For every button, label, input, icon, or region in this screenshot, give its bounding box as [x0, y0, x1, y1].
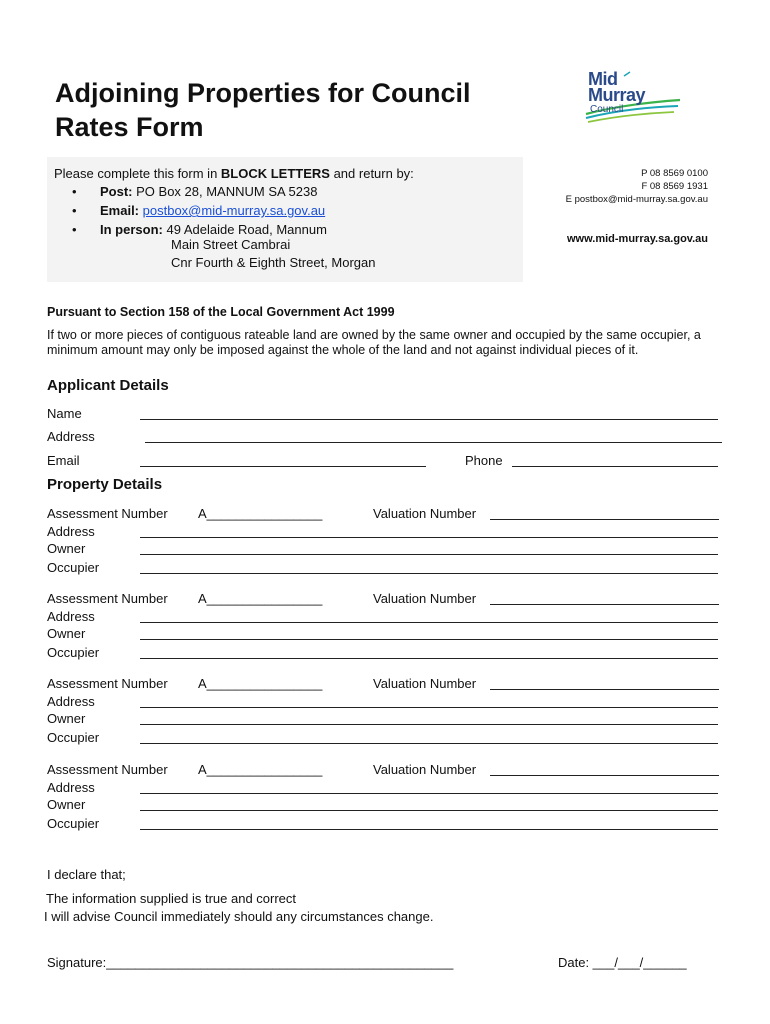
assessment-number-label-1: Assessment Number	[47, 506, 168, 521]
inperson-addresses	[171, 236, 375, 272]
assessment-number-field-1[interactable]: A________________	[198, 506, 323, 521]
property-address-field-2[interactable]	[140, 609, 718, 623]
phone-field[interactable]	[512, 453, 718, 467]
property-address-label-3: Address	[47, 694, 95, 709]
valuation-number-field-3[interactable]	[490, 676, 719, 690]
occupier-field-4[interactable]	[140, 816, 718, 830]
occupier-field-2[interactable]	[140, 645, 718, 659]
email-field[interactable]	[140, 453, 426, 467]
legal-heading: Pursuant to Section 158 of the Local Government Act 1999	[47, 305, 395, 319]
email-link[interactable]: postbox@mid-murray.sa.gov.au	[142, 203, 326, 218]
email-label: Email:	[100, 203, 140, 218]
property-address-field-3[interactable]	[140, 694, 718, 708]
address-field[interactable]	[145, 429, 722, 443]
owner-field-1[interactable]	[140, 541, 718, 555]
contact-email: E postbox@mid-murray.sa.gov.au	[565, 194, 708, 205]
inperson-value: 49 Adelaide Road, Mannum	[166, 222, 327, 237]
declaration-intro: I declare that;	[47, 867, 126, 882]
property-address-field-4[interactable]	[140, 780, 718, 794]
owner-label-1: Owner	[47, 541, 86, 556]
property-address-label-1: Address	[47, 524, 95, 539]
inperson-address-morgan: Cnr Fourth & Eighth Street, Morgan	[171, 255, 376, 270]
valuation-number-field-1[interactable]	[490, 506, 719, 520]
instructions-intro	[54, 165, 414, 183]
email-field-label: Email	[47, 453, 80, 468]
owner-label-4: Owner	[47, 797, 86, 812]
post-value: PO Box 28, MANNUM SA 5238	[136, 184, 318, 199]
logo-text-murray: Murray	[588, 85, 646, 105]
inperson-label: In person:	[100, 222, 163, 237]
contact-phone: P 08 8569 0100	[641, 168, 708, 179]
name-field[interactable]	[140, 406, 718, 420]
form-title-line2: Rates Form	[55, 112, 204, 142]
property-address-label-4: Address	[47, 780, 95, 795]
valuation-number-label-2: Valuation Number	[373, 591, 477, 606]
applicant-heading: Applicant Details	[47, 377, 169, 394]
contact-details	[566, 167, 708, 206]
occupier-label-3: Occupier	[47, 730, 100, 745]
valuation-number-label-1: Valuation Number	[373, 506, 477, 521]
logo-text-council: Council	[590, 104, 624, 115]
declaration-item-1: The information supplied is true and correct	[46, 891, 297, 906]
occupier-field-3[interactable]	[140, 730, 718, 744]
form-title-line1: Adjoining Properties for Council	[55, 78, 471, 108]
phone-label: Phone	[465, 453, 503, 468]
assessment-number-label-2: Assessment Number	[47, 591, 168, 606]
valuation-number-field-4[interactable]	[490, 762, 719, 776]
valuation-number-field-2[interactable]	[490, 591, 719, 605]
inperson-address-cambrai: Main Street Cambrai	[171, 237, 291, 252]
occupier-label-4: Occupier	[47, 816, 100, 831]
occupier-label-2: Occupier	[47, 645, 100, 660]
valuation-number-label-4: Valuation Number	[373, 762, 477, 777]
owner-field-4[interactable]	[140, 797, 718, 811]
assessment-number-label-4: Assessment Number	[47, 762, 168, 777]
website-link[interactable]: www.mid-murray.sa.gov.au	[567, 233, 708, 245]
owner-label-2: Owner	[47, 626, 86, 641]
name-label: Name	[47, 406, 82, 421]
council-logo	[584, 70, 684, 128]
owner-label-3: Owner	[47, 711, 86, 726]
intro-bold: BLOCK LETTERS	[220, 166, 330, 181]
contact-fax: F 08 8569 1931	[641, 181, 708, 192]
owner-field-2[interactable]	[140, 626, 718, 640]
property-heading: Property Details	[47, 476, 163, 493]
intro-suffix: and return by:	[329, 166, 414, 181]
property-address-label-2: Address	[47, 609, 95, 624]
occupier-label-1: Occupier	[47, 560, 100, 575]
list-item-post	[72, 182, 327, 201]
owner-field-3[interactable]	[140, 711, 718, 725]
intro-prefix: Please complete this form in	[54, 166, 221, 181]
valuation-number-label-3: Valuation Number	[373, 676, 477, 691]
form-title	[55, 76, 525, 144]
list-item-email	[72, 201, 327, 220]
date-field[interactable]: Date: ___/___/______	[558, 955, 687, 970]
address-label: Address	[47, 429, 95, 444]
signature-field[interactable]: Signature:________________________________________________	[47, 955, 454, 970]
occupier-field-1[interactable]	[140, 560, 718, 574]
post-label: Post:	[100, 184, 133, 199]
assessment-number-field-4[interactable]: A________________	[198, 762, 323, 777]
assessment-number-label-3: Assessment Number	[47, 676, 168, 691]
legal-text: If two or more pieces of contiguous rateable land are owned by the same owner and occupied by the same occupier, a minimum amount may only be imposed against the whole of the land and not against individual pieces of it.	[47, 328, 701, 357]
assessment-number-field-2[interactable]: A________________	[198, 591, 323, 606]
declaration-item-2: I will advise Council immediately should any circumstances change.	[44, 909, 434, 924]
logo-text-mid: Mid	[588, 69, 618, 89]
assessment-number-field-3[interactable]: A________________	[198, 676, 323, 691]
property-address-field-1[interactable]	[140, 524, 718, 538]
return-methods-list	[72, 182, 327, 239]
